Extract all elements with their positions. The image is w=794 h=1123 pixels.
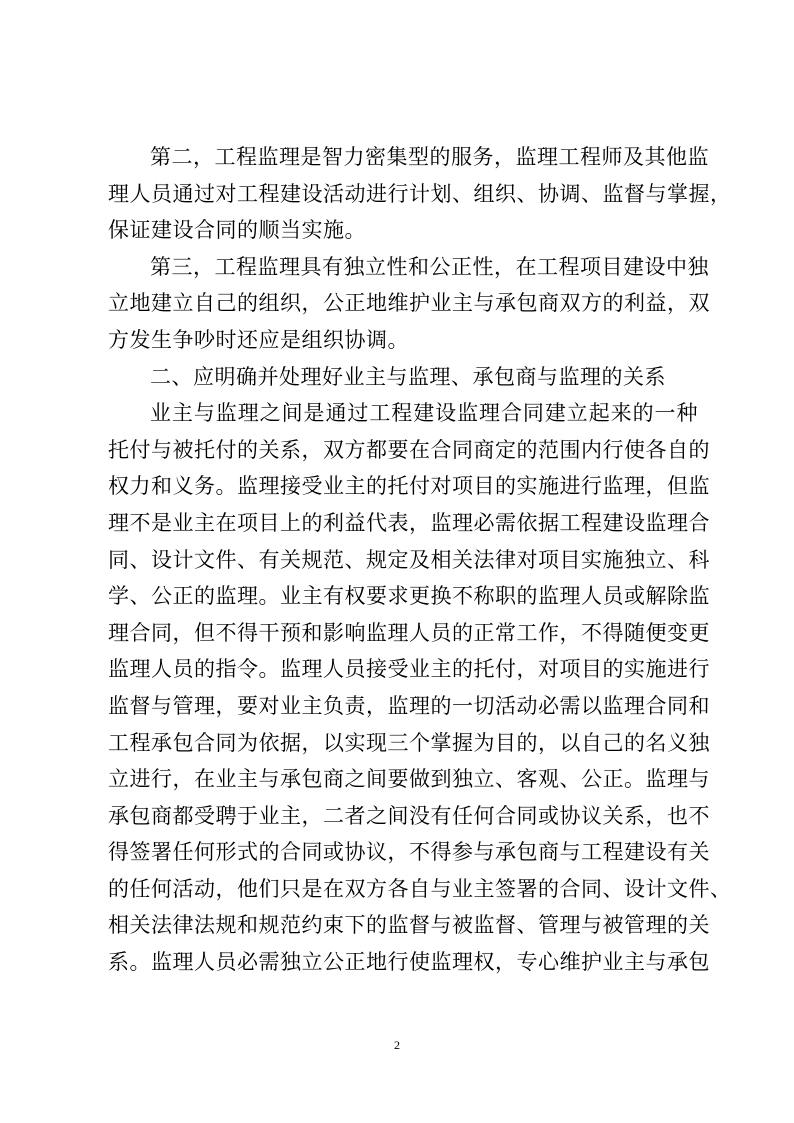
paragraph-line: 监理人员的指令。监理人员接受业主的托付，对项目的实施进行 [108,657,710,682]
paragraph-line: 立地建立自己的组织，公正地维护业主与承包商双方的利益，双 [108,291,710,316]
section-heading: 二、应明确并处理好业主与监理、承包商与监理的关系 [150,364,666,389]
paragraph-line: 同、设计文件、有关规范、规定及相关法律对项目实施独立、科 [108,547,710,572]
paragraph-line: 相关法律法规和规范约束下的监督与被监督、管理与被管理的关 [108,913,710,938]
paragraph-line: 监督与管理，要对业主负责，监理的一切活动必需以监理合同和 [108,693,710,718]
paragraph-line: 方发生争吵时还应是组织协调。 [108,327,409,352]
paragraph-line: 承包商都受聘于业主，二者之间没有任何合同或协议关系，也不 [108,803,710,828]
paragraph-line: 系。监理人员必需独立公正地行使监理权，专心维护业主与承包 [108,950,710,975]
paragraph-line: 学、公正的监理。业主有权要求更换不称职的监理人员或解除监 [108,584,710,609]
paragraph-line: 的任何活动，他们只是在双方各自与业主签署的合同、设计文件、 [108,876,732,901]
paragraph-line: 第三，工程监理具有独立性和公正性，在工程项目建设中独 [150,254,709,279]
page-number: 2 [394,1038,400,1052]
paragraph-line: 第二，工程监理是智力密集型的服务，监理工程师及其他监 [150,145,709,169]
paragraph-line: 托付与被托付的关系，双方都要在合同商定的范围内行使各自的 [108,437,710,462]
paragraph-line: 权力和义务。监理接受业主的托付对项目的实施进行监理，但监 [108,474,710,499]
paragraph-line: 业主与监理之间是通过工程建设监理合同建立起来的一种 [150,401,698,426]
paragraph-line: 立进行，在业主与承包商之间要做到独立、客观、公正。监理与 [108,767,710,792]
paragraph-line: 理不是业主在项目上的利益代表，监理必需依据工程建设监理合 [108,510,710,535]
paragraph-line: 理人员通过对工程建设活动进行计划、组织、协调、监督与掌握， [108,181,732,206]
paragraph-line: 工程承包合同为依据，以实现三个掌握为目的，以自己的名义独 [108,730,710,755]
document-body [108,139,732,981]
paragraph-line: 得签署任何形式的合同或协议，不得参与承包商与工程建设有关 [108,840,710,865]
paragraph-line: 理合同，但不得干预和影响监理人员的正常工作，不得随便变更 [108,620,710,645]
paragraph-line: 保证建设合同的顺当实施。 [108,218,366,243]
